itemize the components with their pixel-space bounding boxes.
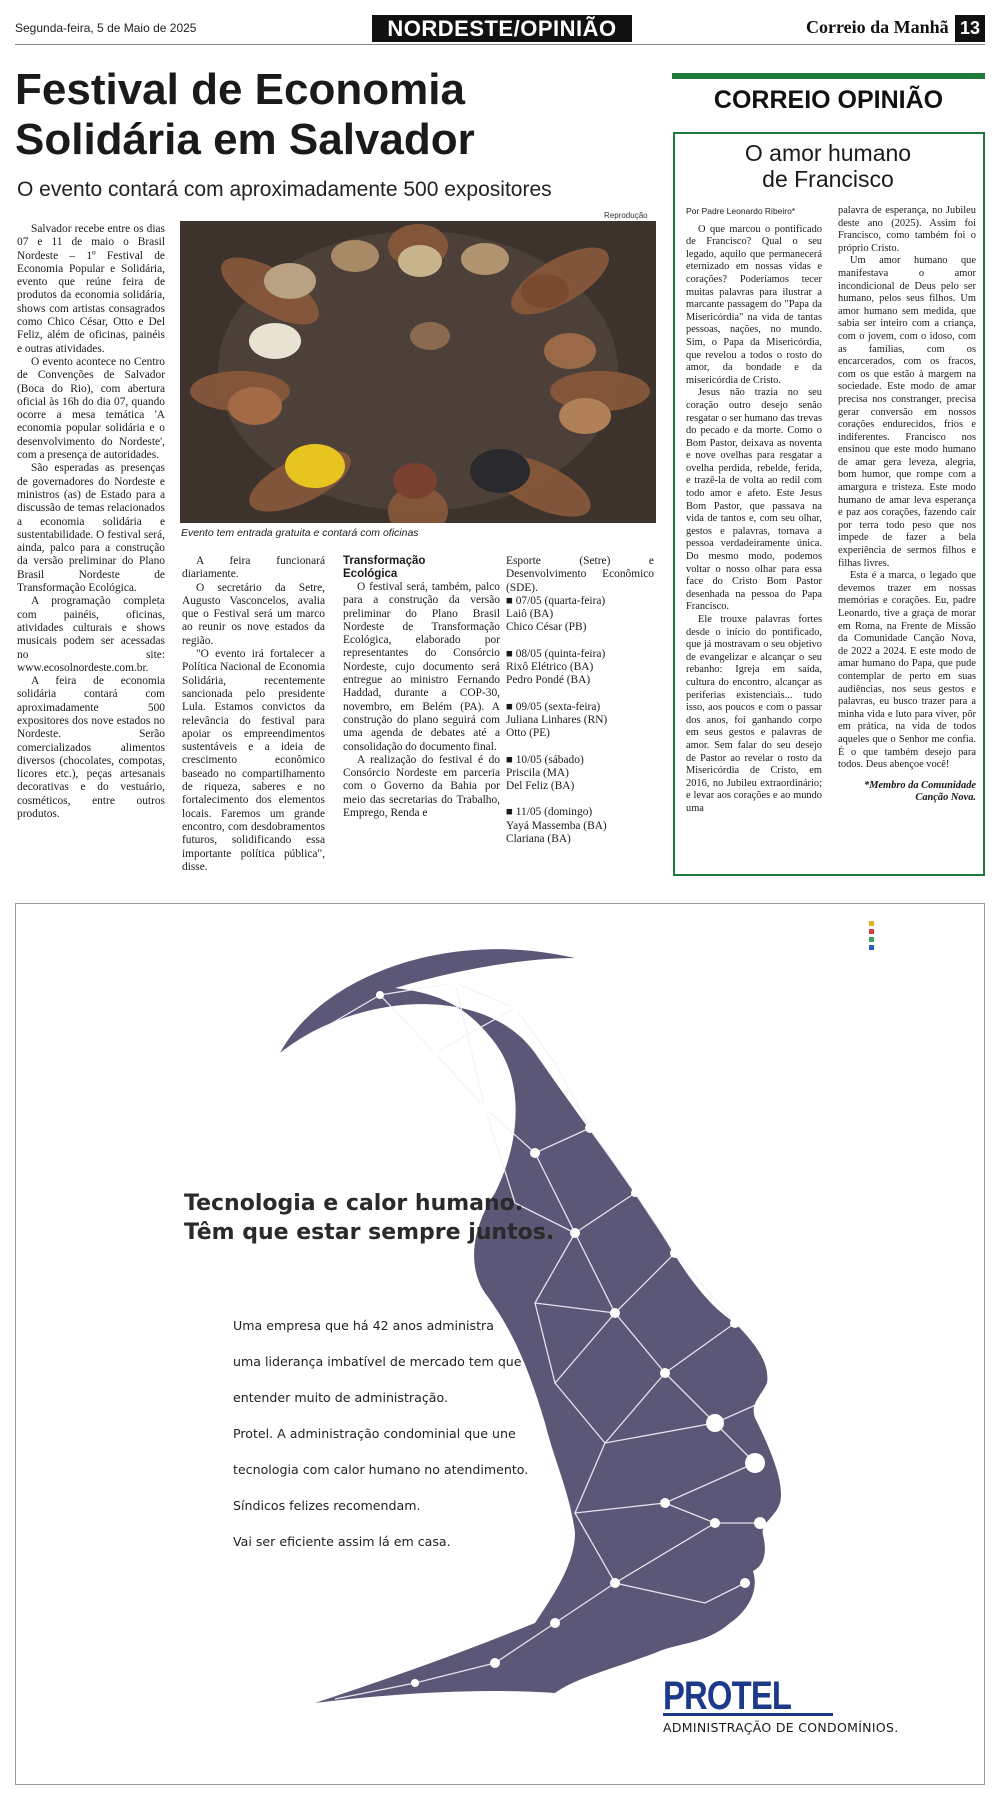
- ad-body-line: entender muito de administração.: [233, 1390, 448, 1405]
- schedule-artist: Yayá Massemba (BA): [506, 819, 607, 832]
- paragraph: palavra de esperança, no Jubileu deste ano (2025). Assim foi Francisco, como também foi o próprio Cristo.: [838, 205, 976, 254]
- paragraph: Esta é a marca, o legado que devemos trazer em nossas memórias e corações. Eu, padre Leonardo, tive a graça de morar em Roma, na Frente de Missão da Comunidade Canção Nova, de 2022 a 2024. E este modo de amar humano do Papa, que pude contemplar de perto em suas audiências, nos seus gestos e palavras, eu busco trazer para a minha vida e luto para viver, pôr em prática, na vida de todos aqueles que o Senhor me confia. É o que também desejo para todos. Deus abençoe você!: [838, 570, 976, 771]
- ad-body-line: Uma empresa que há 42 anos administra: [233, 1318, 494, 1333]
- paragraph: O que marcou o pontificado de Francisco? Qual o seu legado, aquilo que permanecerá eternizado em nossas vidas e corações? Poderíamos tecer muitas palavras para ilustrar a marcante passagem do "Papa da Misericórdia" na vida de tantas pessoas, nações, no mundo. Sim, o Papa da Misericórdia, que revelou a todos o rosto do amor, da bondade e da misericórdia de Cristo.: [686, 223, 822, 386]
- paragraph: Esporte (Setre) e Desenvolvimento Econômico (SDE).: [506, 555, 654, 594]
- schedule-artist: Juliana Linhares (RN): [506, 713, 608, 726]
- paragraph: Salvador recebe entre os dias 07 e 11 de maio o Brasil Nordeste – 1º Festival de Economia Popular e Solidária, evento que reúne feira de produtos da economia solidária, shows com artistas consagrados como Chico César, Otto e Del Feliz, além de oficinas, painéis e outras atividades.: [17, 223, 165, 355]
- ad-body-line: Síndicos felizes recomendam.: [233, 1498, 421, 1513]
- paragraph: "O evento irá fortalecer a Política Nacional de Economia Solidária, recentemente sancionada pelo presidente Lula. Estamos convictos da relevância do festival para apoiar os empreendimentos sustentáveis e a ideia de crescimento econômico baseado no compartilhamento de riqueza, saberes e no fortalecimento dos elementos locais. Faremos um grande encontro, com desdobramentos futuros, solidificando essa importante política pública", disse.: [182, 648, 325, 873]
- ad-body-line: Protel. A administração condominial que une: [233, 1426, 516, 1441]
- headline-line-1: Festival de Economia: [15, 65, 465, 114]
- opinion-byline: Por Padre Leonardo Ribeiro*: [686, 206, 796, 216]
- paragraph: Jesus não trazia no seu coração outro desejo senão resgatar o ser humano das trevas do pecado e da morte. Como o Bom Pastor, deixava as noventa e nove ovelhas para resgatar a ovelha perdida, rebelde, ferida, e trazê-la de volta ao redil com todo amor e afeto. Este Jesus Bom Pastor, que passava na vida de tantos e, com seu olhar, gestos e palavras, tornava a pessoa verdadeiramente única. Do mesmo modo, podemos voltar o nosso olhar para essa face do Cristo Bom Pastor desenhada na pessoa do Papa Francisco.: [686, 387, 822, 613]
- opinion-headline-line-1: O amor humano: [744, 140, 912, 166]
- paragraph: Um amor humano que manifestava o amor incondicional de Deus pelo ser humano, pelos seus filhos. Um amor humano sem medida, que sabia ser inteiro com a criança, com o jovem, com o idoso, com as famílias, com os encarcerados, com os fracos, com os que estão à margem na sociedade. Este modo de amar precisa nos constranger, precisa gerar conversão em nossos corações endurecidos, frios e indiferentes. Francisco nos ensinou que este modo humano de amar gera leveza, alegria, bom humor, que rompe com a amargura e tristeza. Este modo humano de amar leva esperança e paz aos corações, fazendo cair por terra todo peso que nos impede de fazer a bela experiência de sermos filhos e filhas livres.: [838, 255, 976, 569]
- header-rule: [15, 44, 985, 45]
- photo-credit: Reprodução: [604, 211, 648, 220]
- paragraph: Ele trouxe palavras fortes desde o início do pontificado, que já mostravam o seu objetivo de evangelizar e alcançar o seu rebanho: Igreja em saída, cultura do encontro, alcançar as periferias existenciais... tudo isso, aos poucos e com o passar dos anos, foi ganhando corpo em seus gestos e palavras de amor. Sem falar do seu desejo de Pastor ao revelar o rosto da Misericórdia de Cristo, em 2016, no Jubileu extraordinário; e levar aos corações e ao mundo uma: [686, 614, 822, 814]
- subheading-line-2: Ecológica: [343, 568, 398, 580]
- author-note-line-1: *Membro da Comunidade: [864, 779, 976, 791]
- schedule-artist: Laiô (BA): [506, 608, 554, 621]
- schedule-day: ■ 11/05 (domingo): [506, 806, 593, 819]
- newspaper-name: Correio da Manhã: [806, 17, 949, 37]
- protel-tagline: ADMINISTRAÇÃO DE CONDOMÍNIOS.: [663, 1720, 899, 1735]
- schedule-artist: Otto (PE): [506, 727, 550, 740]
- schedule-artist: Del Feliz (BA): [506, 780, 575, 793]
- article-subheadline: O evento contará com aproximadamente 500 expositores: [17, 178, 552, 201]
- section-banner: NORDESTE/OPINIÃO: [372, 15, 632, 42]
- paragraph: A programação completa com painéis, oficinas, atividades culturais e shows musicais podem ser acessadas no site: www.ecosolnordeste.com.br.: [17, 595, 165, 674]
- ad-headline-line-1: Tecnologia e calor humano.: [184, 1191, 524, 1216]
- author-note-line-2: Canção Nova.: [915, 792, 976, 804]
- schedule-artist: Rixô Elétrico (BA): [506, 661, 594, 674]
- schedule-day: ■ 07/05 (quarta-feira): [506, 594, 606, 607]
- ad-body-line: uma liderança imbatível de mercado tem que: [233, 1354, 522, 1369]
- ad-body-line: Vai ser eficiente assim lá em casa.: [233, 1534, 451, 1549]
- opinion-column-2: [838, 205, 976, 805]
- schedule-artist: Clariana (BA): [506, 833, 571, 846]
- headline-line-2: Solidária em Salvador: [15, 115, 475, 164]
- paragraph: A feira funcionará diariamente.: [182, 555, 325, 581]
- article-headline: [15, 65, 655, 165]
- paragraph: São esperadas as presenças de governadores do Nordeste e ministros (as) de Estado para a discussão de temas relacionados a economia solidária e sustentabilidade. O festival será, ainda, palco para a construção da versão preliminar do Plano Brasil Nordeste de Transformação Ecológica.: [17, 462, 165, 595]
- schedule-artist: Pedro Pondé (BA): [506, 674, 591, 687]
- article-photo-hands-with-seeds: [180, 221, 656, 523]
- paragraph: O evento acontece no Centro de Convenções de Salvador (Boca do Rio), com abertura oficial às 16h do dia 07, quando ocorre a mesa temática 'A economia popular solidária e o desenvolvimento do Nordeste', com a presença de autoridades.: [17, 355, 165, 462]
- ad-body-line: tecnologia com calor humano no atendimento.: [233, 1462, 529, 1477]
- opinion-column-1: [686, 205, 822, 816]
- paragraph: A realização do festival é do Consórcio Nordeste em parceria com o Governo da Bahia por meio das secretarias do Trabalho, Emprego, Renda e: [343, 753, 500, 820]
- article-column-4-schedule: [506, 555, 654, 846]
- schedule-day: ■ 10/05 (sábado): [506, 753, 584, 766]
- schedule-day: ■ 09/05 (sexta-feira): [506, 700, 601, 713]
- photo-caption: Evento tem entrada gratuita e contará com oficinas: [181, 527, 419, 539]
- issue-date: Segunda-feira, 5 de Maio de 2025: [15, 21, 197, 35]
- paragraph: A feira de economia solidária contará com aproximadamente 500 expositores dos nove estados no Nordeste. Serão comercializados alimentos diversos (chocolates, compotas, licores etc.), peças artesanais decorativas e do vestuário, cosméticos, entre outros produtos.: [17, 675, 165, 821]
- paragraph: O secretário da Setre, Augusto Vasconcelos, avalia que o Festival será um marco ao reunir os nove estados da região.: [182, 581, 325, 647]
- schedule-artist: Priscila (MA): [506, 766, 569, 779]
- article-column-3: [343, 555, 500, 820]
- opinion-section-title: CORREIO OPINIÃO: [713, 86, 944, 114]
- protel-logo: PROTEL: [663, 1674, 792, 1718]
- article-column-2: [182, 555, 325, 874]
- paragraph: O festival será, também, palco para a construção da versão preliminar do Plano Brasil Nordeste de Transformação Ecológica, elaborado por representantes do Consórcio Nordeste, cujo documento será entregue ao ministro Fernando Haddad, durante a COP-30, novembro, em Belém (PA). A construção do plano seguirá com uma agenda de debates até a consolidação do documento final.: [343, 581, 500, 753]
- page-number: 13: [955, 15, 985, 42]
- schedule-artist: Chico César (PB): [506, 621, 587, 634]
- ad-headline-line-2: Têm que estar sempre juntos.: [184, 1220, 555, 1245]
- article-column-1: [17, 223, 165, 821]
- opinion-accent-bar: [672, 73, 985, 79]
- face-profile-network-graphic: [15, 903, 985, 1785]
- opinion-headline-line-2: de Francisco: [762, 166, 894, 192]
- opinion-headline: [675, 140, 981, 192]
- subheading-line-1: Transformação: [343, 555, 426, 567]
- schedule-day: ■ 08/05 (quinta-feira): [506, 647, 606, 660]
